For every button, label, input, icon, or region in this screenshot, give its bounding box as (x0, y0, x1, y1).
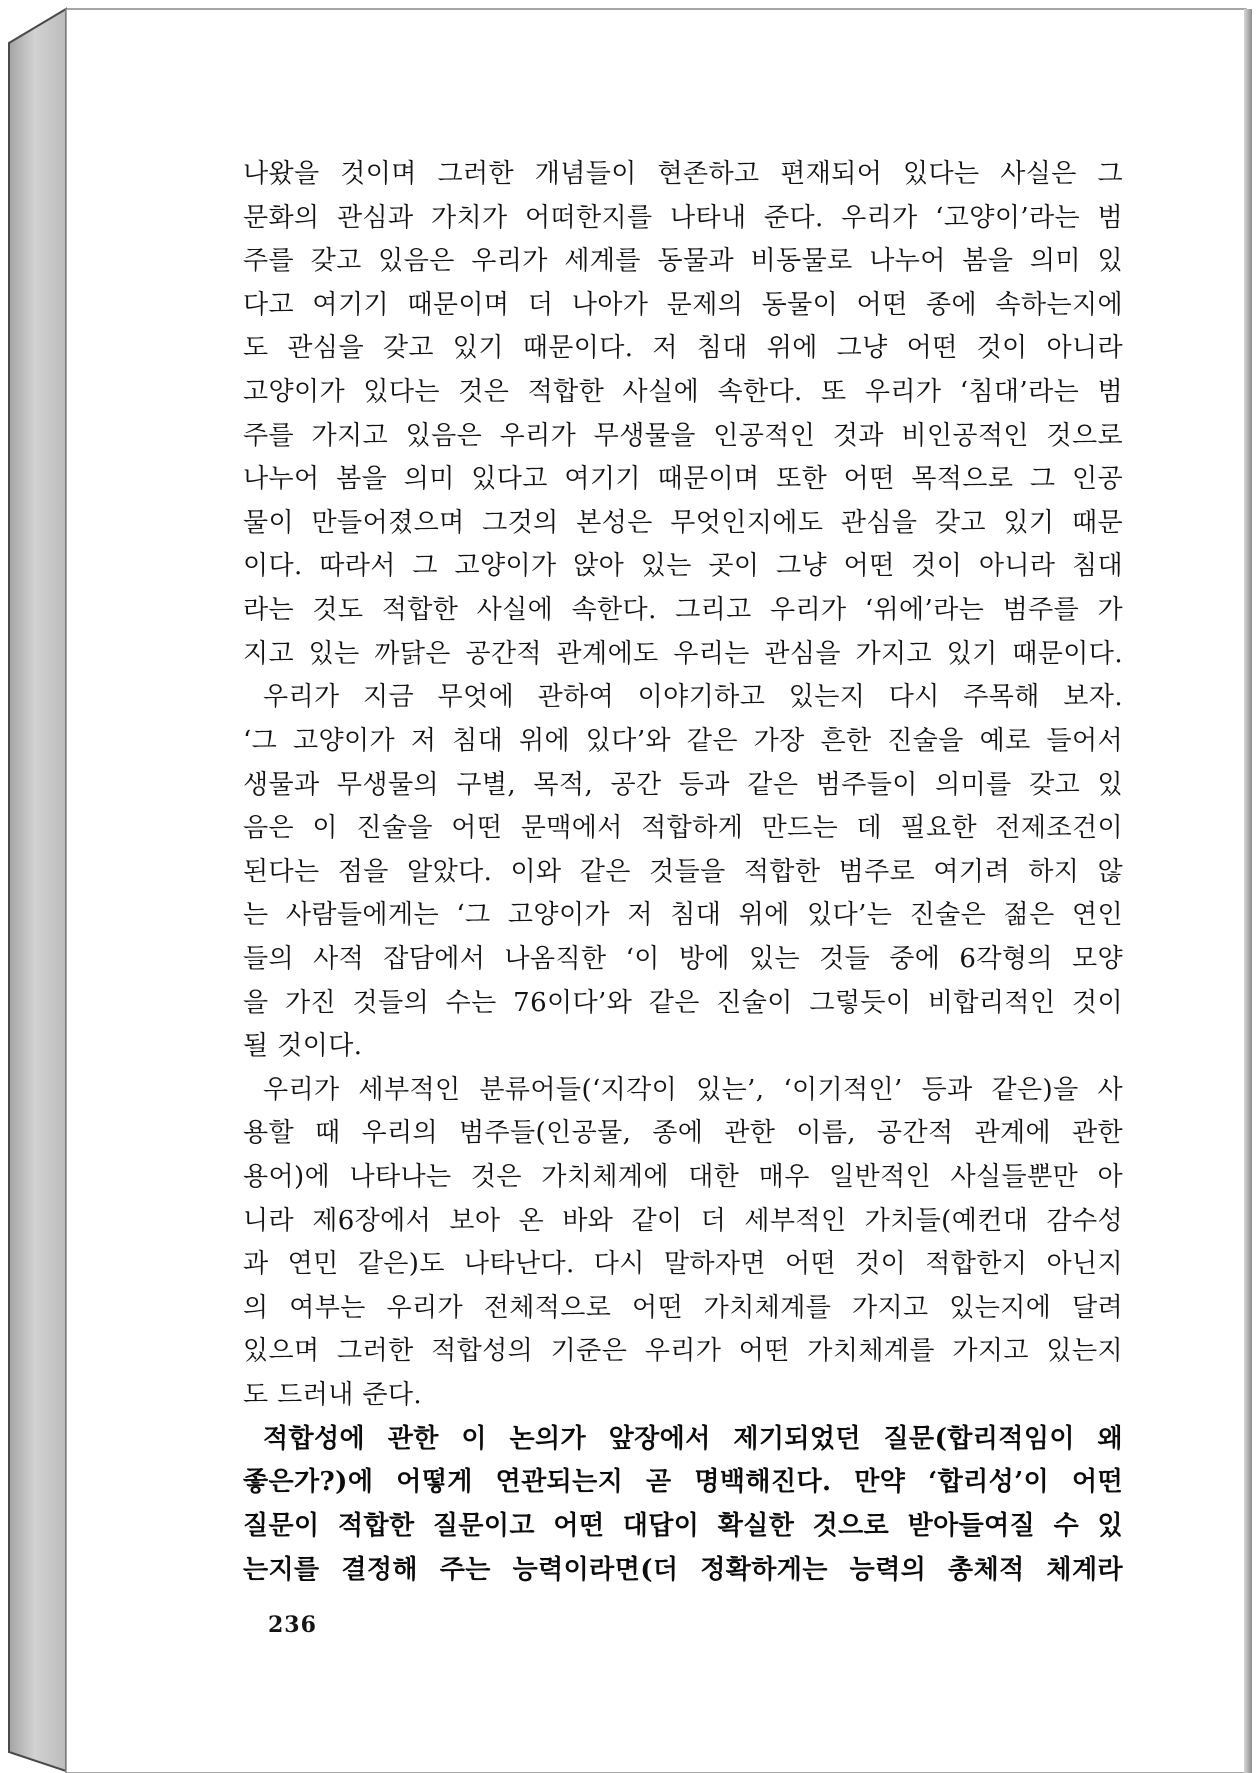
page-stack-edge (9, 9, 66, 1771)
text-line: 들의 사적 잡담에서 나옴직한 ‘이 방에 있는 것들 중에 6각형의 모양 (243, 943, 1123, 974)
text-line: 주를 가지고 있음은 우리가 무생물을 인공적인 것과 비인공적인 것으로 (243, 420, 1123, 451)
text-line: 질문이 적합한 질문이고 어떤 대답이 확실한 것으로 받아들여질 수 있 (243, 1510, 1123, 1541)
page-number: 236 (268, 1612, 317, 1638)
body-text (243, 153, 1123, 1592)
text-line: 용할 때 우리의 범주들(인공물, 종에 관한 이름, 공간적 관계에 관한 (243, 1118, 1123, 1149)
text-line: ‘그 고양이가 저 침대 위에 있다’와 같은 가장 흔한 진술을 예로 들어서 (243, 725, 1123, 756)
paragraph-end-line: 될 것이다. (243, 1031, 363, 1062)
text-line: 용어)에 나타나는 것은 가치체계에 대한 매우 일반적인 사실들뿐만 아 (243, 1162, 1123, 1193)
text-line: 된다는 점을 알았다. 이와 같은 것들을 적합한 범주로 여기려 하지 않 (243, 856, 1123, 887)
paragraph-start-line: 적합성에 관한 이 논의가 앞장에서 제기되었던 질문(합리적임이 왜 (263, 1423, 1123, 1454)
text-line: 나왔을 것이며 그러한 개념들이 현존하고 편재되어 있다는 사실은 그 (243, 159, 1123, 189)
text-line: 을 가진 것들의 수는 76이다’와 같은 진술이 그렇듯이 비합리적인 것이 (243, 987, 1123, 1018)
text-line: 음은 이 진술을 어떤 문맥에서 적합하게 만드는 데 필요한 전제조건이 (243, 813, 1123, 844)
text-line: 주를 갖고 있음은 우리가 세계를 동물과 비동물로 나누어 봄을 의미 있 (243, 246, 1123, 277)
text-line: 다고 여기기 때문이며 더 나아가 문제의 동물이 어떤 종에 속하는지에 (243, 289, 1123, 320)
text-line: 과 연민 같은)도 나타난다. 다시 말하자면 어떤 것이 적합한지 아닌지 (243, 1249, 1123, 1280)
text-line: 있으며 그러한 적합성의 기준은 우리가 어떤 가치체계를 가지고 있는지 (243, 1336, 1123, 1367)
text-line: 는 사람들에게는 ‘그 고양이가 저 침대 위에 있다’는 진술은 젊은 연인 (243, 900, 1123, 931)
paragraph-start-line: 우리가 지금 무엇에 관하여 이야기하고 있는지 다시 주목해 보자. (263, 682, 1123, 713)
text-line: 좋은가?)에 어떻게 연관되는지 곧 명백해진다. 만약 ‘합리성’이 어떤 (243, 1467, 1123, 1498)
text-line: 물이 만들어졌으며 그것의 본성은 무엇인지에도 관심을 갖고 있기 때문 (243, 507, 1123, 538)
text-line: 지고 있는 까닭은 공간적 관계에도 우리는 관심을 가지고 있기 때문이다. (243, 638, 1123, 669)
paragraph-end-line: 도 드러내 준다. (243, 1380, 423, 1411)
paragraph-start-line: 우리가 세부적인 분류어들(‘지각이 있는’, ‘이기적인’ 등과 같은)을 사 (263, 1074, 1123, 1105)
text-line: 도 관심을 갖고 있기 때문이다. 저 침대 위에 그냥 어떤 것이 아니라 (243, 333, 1123, 364)
text-line: 문화의 관심과 가치가 어떠한지를 나타내 준다. 우리가 ‘고양이’라는 범 (243, 202, 1123, 233)
text-line: 나누어 봄을 의미 있다고 여기기 때문이며 또한 어떤 목적으로 그 인공 (243, 464, 1123, 495)
text-line: 생물과 무생물의 구별, 목적, 공간 등과 같은 범주들이 의미를 갖고 있 (243, 769, 1123, 800)
text-line: 고양이가 있다는 것은 적합한 사실에 속한다. 또 우리가 ‘침대’라는 범 (243, 377, 1123, 408)
text-line: 니라 제6장에서 보아 온 바와 같이 더 세부적인 가치들(예컨대 감수성 (243, 1205, 1123, 1236)
page-right-shadow (1244, 9, 1252, 1773)
text-line: 이다. 따라서 그 고양이가 앉아 있는 곳이 그냥 어떤 것이 아니라 침대 (243, 551, 1123, 582)
text-line: 는지를 결정해 주는 능력이라면(더 정확하게는 능력의 총체적 체계라 (243, 1554, 1123, 1585)
text-line: 라는 것도 적합한 사실에 속한다. 그리고 우리가 ‘위에’라는 범주를 가 (243, 595, 1123, 626)
text-line: 의 여부는 우리가 전체적으로 어떤 가치체계를 가지고 있는지에 달려 (243, 1292, 1123, 1323)
